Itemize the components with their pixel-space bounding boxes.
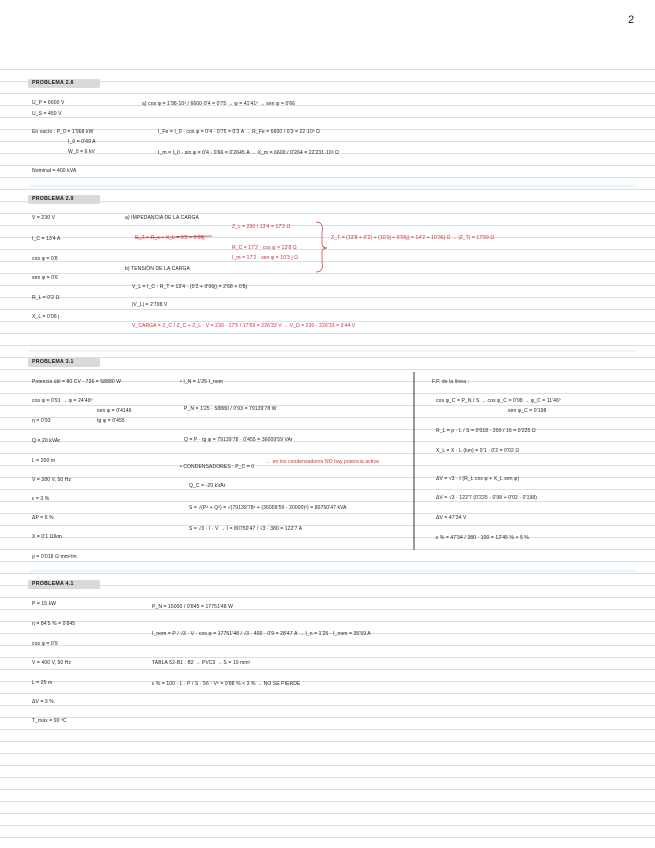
given-value: I_0 = 0'49 A (68, 139, 96, 145)
calc-line: ΔV = √3 · I (R_L cos φ + X_L sen φ) (436, 476, 520, 482)
problem-title: PROBLEMA 2.9 (32, 196, 74, 202)
given-value: T_máx = 90 ºC (32, 718, 67, 724)
given-value: sen φ = 0'6 (32, 275, 59, 281)
calc-line: TABLA 52-B1 : B2 → PVC3 → S = 10 mm² (152, 660, 251, 666)
calc-line-red: I_m = 17'2 · sen φ = 10'3 j Ω (232, 255, 298, 261)
given-value: L = 25 m (32, 680, 53, 686)
given-value: W_0 = 6 kV (68, 149, 95, 155)
given-value: Q = 20 kVAr (32, 438, 61, 444)
calc-line: ΔV = √3 · 122'7 (0'225 · 0'98 + 0'02 · 0'198) (436, 495, 537, 501)
calc-line: Q_C = -20 kVAr (189, 483, 226, 489)
given-value: V = 400 V, 50 Hz (32, 660, 72, 666)
page-number: 2 (628, 14, 635, 26)
calc-line: F.P. de la línea : (432, 379, 470, 385)
given-value: ρ = 0'018 Ω·mm²/m (32, 554, 77, 560)
given-value: V = 380 V, 50 Hz (32, 477, 72, 483)
calc-line: b) TENSIÓN DE LA CARGA (125, 266, 190, 272)
given-value: sen φ = 0'4146 (97, 408, 132, 414)
calc-line: I_nom = P / √3 · V · cos φ = 17751'48 / √3 · 400 · 0'9 = 28'47 A → I_n = 1'25 · I_nom = 35'59 A (152, 631, 371, 637)
impedance-bracket (316, 222, 327, 272)
given-value: tg φ = 0'455 (97, 418, 125, 424)
given-value: X = 0'1 Ω/km (32, 534, 62, 540)
given-value: P = 15 kW (32, 601, 57, 607)
given-value: Potencia útil = 80 CV · 736 = 58880 W (32, 379, 122, 385)
calc-line-red: Z_T = (13'8 + 0'2) + (10'3j + 0'06j) = 14'2 + 10'36j Ω → |Z_T| = 17'69 Ω (331, 235, 495, 241)
calc-line: I_Fe = I_0 · cos φ = 0'4 · 0'75 = 0'3 A → R_Fe = 6600 / 0'3 = 22·10³ Ω (158, 129, 320, 135)
calc-line: V_CARGA = Z_C / Z_C + Z_L · V = 230 · 17'5 / 17'69 = 226'33 V → V_D = 230 - 226'33 = 3'44 V (132, 323, 356, 329)
calc-line: ε % = 100 · L · P / S · 56 · V² = 0'88 % < 3 % → NO SE PIERDE (152, 681, 301, 687)
given-value: cos φ = 0'8 (32, 256, 58, 262)
calc-line-red: R_C = 17'2 · cos φ = 13'8 Ω (232, 245, 297, 251)
given-value: I_C = 13'4 A (32, 236, 61, 242)
given-value: V = 230 V (32, 215, 55, 221)
calc-line: ΔV = 47'34 V (436, 515, 467, 521)
given-value: cos φ = 0'9 (32, 641, 58, 647)
given-value: cos φ = 0'91 → φ = 24'49º (32, 398, 93, 404)
given-value: En vacío : P_0 = 1'968 kW (32, 129, 94, 135)
given-value: ΔV = 3 % (32, 699, 54, 705)
calc-line: S = √(P² + Q²) = √(79139'78² + (36009'59 - 20000)²) = 80750'47 kVA (189, 505, 347, 511)
given-value: L = 200 m (32, 458, 56, 464)
calc-line: X_L = X · L (km) = 0'1 · 0'2 = 0'02 Ω (436, 448, 520, 454)
calc-line: sen φ_C = 0'198 (508, 408, 547, 414)
calc-line: a) IMPEDANCIA DE LA CARGA (125, 215, 199, 221)
calc-line: a) cos φ = 1'98·10³ / 6600·0'4 = 0'75 → φ = 41'41º → sen φ = 0'66 (142, 101, 296, 107)
calc-note-red: ← en los condensadores NO hay potencia activa (266, 459, 379, 465)
given-value: ΔP = 6 % (32, 515, 54, 521)
given-value: Nominal = 400 kVA (32, 168, 77, 174)
calc-line-red: Z_c = 230 / 13'4 = 17'2 Ω (232, 224, 291, 230)
calc-line: P_N = 15000 / 0'845 = 17751'48 W (152, 604, 233, 610)
given-value: η = 0'93 (32, 418, 51, 424)
calc-line: Q = P · tg φ = 79139'78 · 0'455 = 36009'59 VAr (184, 437, 293, 443)
problem-title: PROBLEMA 3.1 (32, 359, 74, 365)
given-value: ε = 3 % (32, 496, 50, 502)
given-value: U_S = 450 V (32, 111, 62, 117)
given-value: η = 84'5 % = 0'845 (32, 621, 76, 627)
calc-line: ε % = 47'34 / 380 · 100 = 12'45 % > 5 % (436, 535, 529, 541)
calc-line: • CONDENSADORES : P_C = 0 (180, 464, 255, 470)
calc-line: I_m = I_0 · sin φ = 0'4 · 0'66 = 0'2645 A → X_m = 6600 / 0'264 = 22'231·10³ Ω (158, 150, 339, 156)
calc-line-struck: R_T = R_c + X_L = 0'2 + 0'06j (135, 235, 205, 241)
calc-line: cos φ_C = P_N / S → cos φ_C = 0'98 → φ_C = 11'46º (436, 398, 561, 404)
calc-line: • I_N = 1'25 I_nom (180, 379, 224, 385)
given-value: R_L = 0'2 Ω (32, 295, 60, 301)
problem-title: PROBLEMA 2.8 (32, 80, 74, 86)
given-value: X_L = 0'06 j (32, 314, 60, 320)
calc-line: V_L = I_C · R_T = 13'4 · (0'2 + 0'06j) = 2'68 + 0'8j (132, 284, 247, 290)
given-value: U_P = 6600 V (32, 100, 65, 106)
calc-line: |V_L| = 2'798 V (132, 302, 168, 308)
calc-line: R_L = ρ · L / S = 0'018 · 200 / 16 = 0'225 Ω (436, 428, 536, 434)
calc-line: S = √3 · I · V → I = 80750'47 / √3 · 380 = 122'7 A (189, 526, 303, 532)
calc-line: P_N = 1'25 · 58880 / 0'93 = 79139'78 W (184, 406, 277, 412)
problem-title: PROBLEMA 4.1 (32, 581, 74, 587)
